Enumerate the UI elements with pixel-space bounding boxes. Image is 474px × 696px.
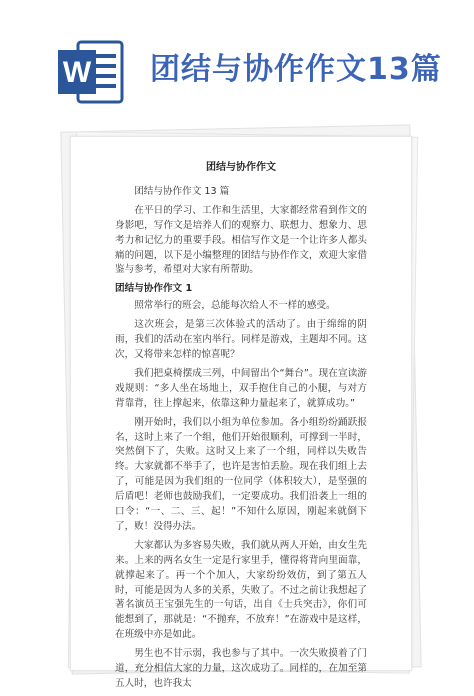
body-paragraph: 这次班会，是第三次体验式的活动了。由于绵绵的阴雨，我们的活动在室内举行。同样是游戏，主题却不同。这次，又将带来怎样的惊喜呢？ [115, 319, 367, 360]
word-document-icon [58, 40, 124, 104]
document-page [70, 136, 412, 689]
document-body [115, 161, 367, 696]
svg-text:W: W [62, 56, 92, 89]
body-paragraph: 刚开始时，我们以小组为单位参加。各小组纷纷踊跃报名，这时上来了一个组，他们开始很顺利，可撑到一半时，突然倒下了，失败。这时又上来了一个组，同样以失败告终。大家就都不举手了，也许是害怕丢脸。现在我们组上去了，可能是因为我们组的一位同学（体积较大），是坚强的后盾吧！老师也鼓励我们，一定要成功。我们沿袭上一组的口令：“一、二、三、起！”不知什么原因，刚起来就倒下了，败！没得办法。 [115, 416, 367, 532]
page-title: 团结与协作作文13篇 [150, 52, 442, 87]
body-paragraph: 我们把桌椅摆成三列，中间留出个“舞台”。现在宣读游戏规则：“多人坐在场地上，双手抱住自己的小腿，与对方背靠背，往上撑起来，依靠这种力量起来了，就算成功。” [115, 367, 367, 409]
page-header [0, 0, 474, 120]
document-title: 团结与协作作文 [206, 162, 276, 173]
body-paragraph: 照常举行的班会，总能每次给人不一样的感受。 [134, 300, 336, 312]
section-heading: 团结与协作作文 1 [115, 283, 193, 295]
body-paragraph: 大家都认为多容易失败，我们就从两人开始，由女生先来。上来的两名女生一定是行家里手，懂得将背向里面靠，就撑起来了。再一个个加人，大家纷纷效仿，到了第五人时，可能是因为人多的关系，失败了。不过之前让我想起了著名演员王宝强先生的一句话，出自《士兵突击》，你们可能想到了，那就是：“不抛弃，不放弃！”在游戏中是这样，在班级中亦是如此。 [115, 539, 367, 641]
document-subtitle: 团结与协作作文 13 篇 [134, 185, 230, 197]
body-paragraph: 男生也不甘示弱，我也参与了其中。一次失败摸着了门道，充分相信大家的力量，这次成功了。同样的，在加至第五人时，也许我太 [115, 648, 367, 689]
intro-paragraph: 在平日的学习、工作和生活里，大家都经常看到作文的身影吧，写作文是培养人们的观察力、联想力、想象力、思考力和记忆力的重要手段。相信写作文是一个让许多人都头痛的问题，以下是小编整理的团结与协作作文，欢迎大家借鉴与参考，希望对大家有所帮助。 [115, 204, 367, 276]
